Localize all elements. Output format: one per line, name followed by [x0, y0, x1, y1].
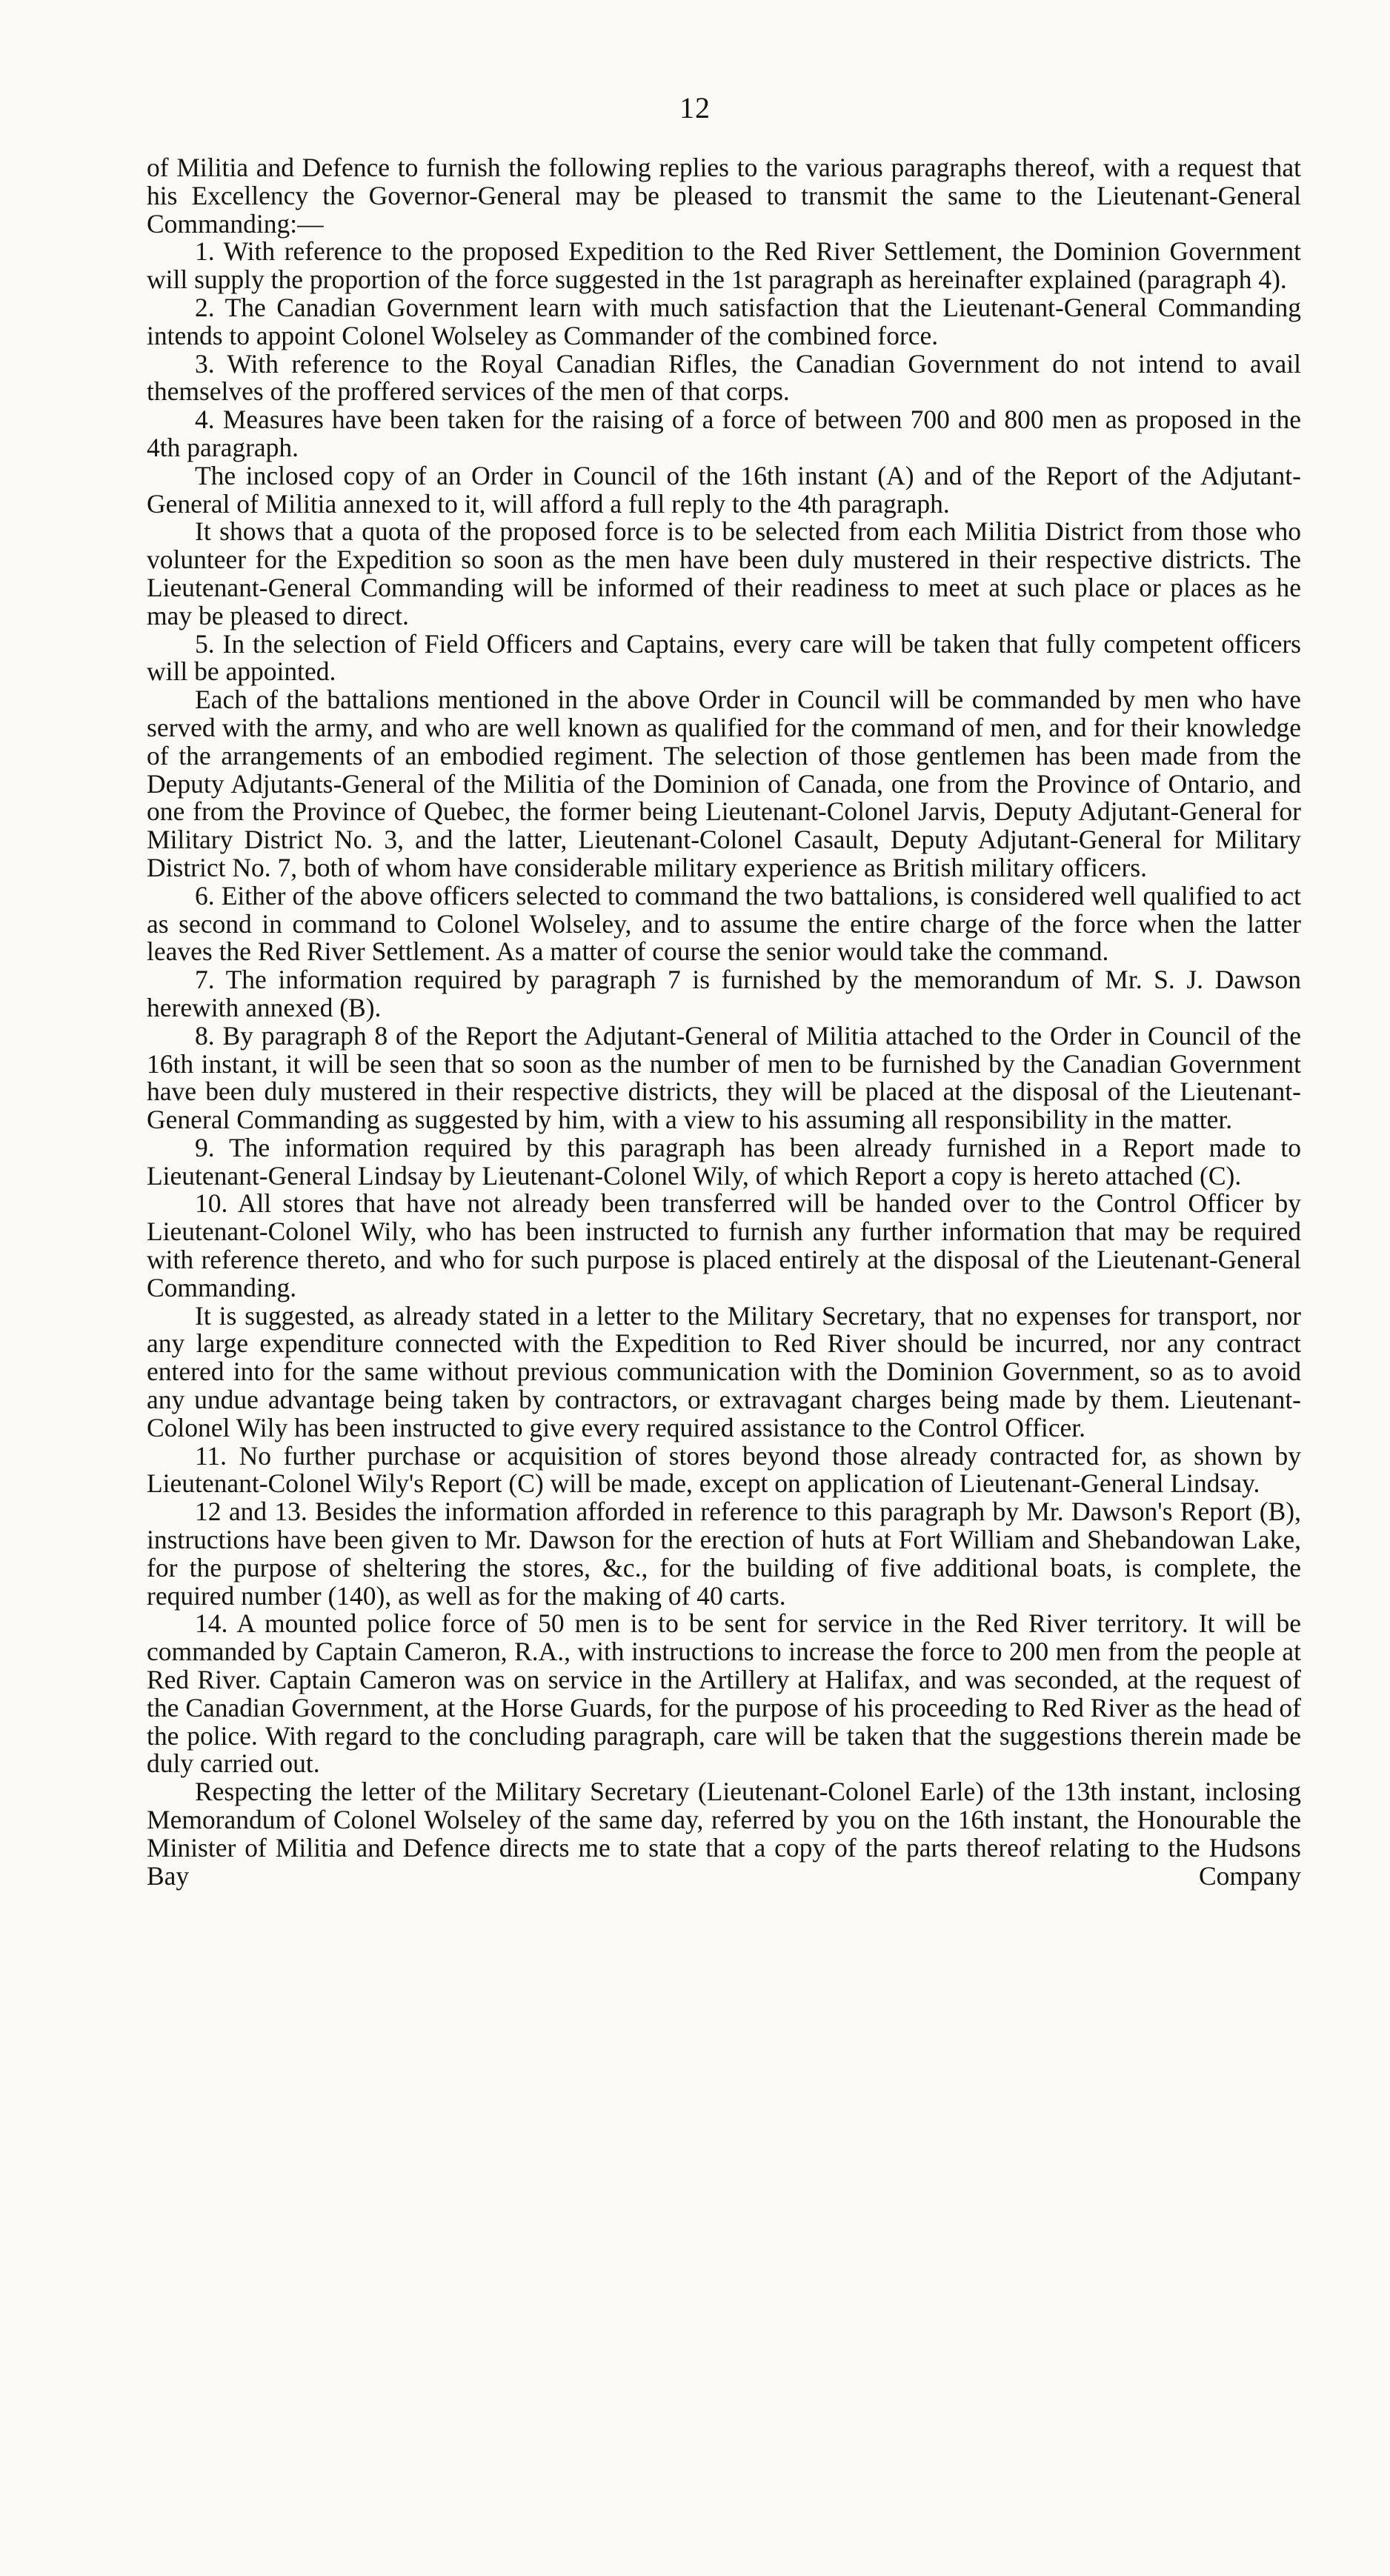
paragraph-continuation: of Militia and Defence to furnish the following replies to the various paragraphs thereof, with a request that his Excellency the Governor-General may be pleased to transmit the same to the Lieutenant-General Commanding:— [147, 153, 1301, 239]
paragraph-5-battalions: Each of the battalions mentioned in the above Order in Council will be commanded by men who have served with the army, and who are well known as qualified for the command of men, and for their knowledge of the arrangements of an embodied regiment. The selection of those gentlemen has been made from the Deputy Adjutants-General of the Militia of the Dominion of Canada, one from the Province of Ontario, and one from the Province of Quebec, the former being Lieutenant-Colonel Jarvis, Deputy Adjutant-General for Military District No. 3, and the latter, Lieutenant-Colonel Casault, Deputy Adjutant-General for Military District No. 7, both of whom have considerable military experience as British military officers. [147, 685, 1301, 882]
paragraph-5: 5. In the selection of Field Officers and Captains, every care will be taken that fully competent officers will be appointed. [147, 628, 1301, 687]
page-number: 12 [679, 91, 711, 124]
paragraph-9: 9. The information required by this paragraph has been already furnished in a Report made to Lieutenant-General Lindsay by Lieutenant-Colonel Wily, of which Report a copy is hereto attached (C). [147, 1132, 1301, 1191]
paragraph-11: 11. No further purchase or acquisition of stores beyond those already contracted for, as shown by Lieutenant-Colonel Wily's Report (C) will be made, except on application of Lieutenant-General Lindsay. [147, 1440, 1301, 1499]
paragraph-4-order-in-council: The inclosed copy of an Order in Council of the 16th instant (A) and of the Report of the Adjutant-General of Militia annexed to it, will afford a full reply to the 4th paragraph. [147, 460, 1301, 519]
paragraph-2: 2. The Canadian Government learn with much satisfaction that the Lieutenant-General Commanding intends to appoint Colonel Wolseley as Commander of the combined force. [147, 292, 1301, 350]
body-text [147, 154, 1301, 1890]
paragraph-4-quota: It shows that a quota of the proposed force is to be selected from each Militia District from those who volunteer for the Expedition so soon as the men have been duly mustered in their respective districts. The Lieutenant-General Commanding will be informed of their readiness to meet at such place or places as he may be pleased to direct. [147, 516, 1301, 630]
paragraph-7: 7. The information required by paragraph 7 is furnished by the memorandum of Mr. S. J. Dawson herewith annexed (B). [147, 965, 1301, 1022]
paragraph-10-transport: It is suggested, as already stated in a letter to the Military Secretary, that no expenses for transport, nor any large expenditure connected with the Expedition to Red River should be incurred, nor any contract entered into for the same without previous communication with the Dominion Government, so as to avoid any undue advantage being taken by contractors, or extravagant charges being made by them. Lieutenant-Colonel Wily has been instructed to give every required assistance to the Control Officer. [147, 1300, 1301, 1442]
paragraph-14: 14. A mounted police force of 50 men is to be sent for service in the Red River territory. It will be commanded by Captain Cameron, R.A., with instructions to increase the force to 200 men from the people at Red River. Captain Cameron was on service in the Artillery at Halifax, and was seconded, at the request of the Canadian Government, at the Horse Guards, for the purpose of his proceeding to Red River as the head of the police. With regard to the concluding paragraph, care will be taken that the suggestions therein made be duly carried out. [147, 1608, 1301, 1779]
paragraph-1: 1. With reference to the proposed Expedition to the Red River Settlement, the Dominion Government will supply the proportion of the force suggested in the 1st paragraph as hereinafter explained (paragraph 4). [147, 236, 1301, 295]
paragraph-8: 8. By paragraph 8 of the Report the Adjutant-General of Militia attached to the Order in Council of the 16th instant, it will be seen that so soon as the number of men to be furnished by the Canadian Government have been duly mustered in their respective districts, they will be placed at the disposal of the Lieutenant-General Commanding as suggested by him, with a view to his assuming all responsibility in the matter. [147, 1020, 1301, 1135]
paragraph-12-13: 12 and 13. Besides the information afforded in reference to this paragraph by Mr. Dawson's Report (B), instructions have been given to Mr. Dawson for the erection of huts at Fort William and Shebandowan Lake, for the purpose of sheltering the stores, &c., for the building of five additional boats, is complete, the required number (140), as well as for the making of 40 carts. [147, 1497, 1301, 1611]
paragraph-military-secretary: Respecting the letter of the Military Secretary (Lieutenant-Colonel Earle) of the 13th instant, inclosing Memorandum of Colonel Wolseley of the same day, referred by you on the 16th instant, the Honourable the Minister of Militia and Defence directs me to state that a copy of the parts thereof relating to the Hudsons Bay Company [147, 1777, 1301, 1891]
paragraph-10: 10. All stores that have not already been transferred will be handed over to the Control Officer by Lieutenant-Colonel Wily, who has been instructed to furnish any further information that may be required with reference thereto, and who for such purpose is placed entirely at the disposal of the Lieutenant-General Commanding. [147, 1188, 1301, 1302]
paragraph-3: 3. With reference to the Royal Canadian Rifles, the Canadian Government do not intend to avail themselves of the proffered services of the men of that corps. [147, 348, 1301, 407]
paragraph-6: 6. Either of the above officers selected to command the two battalions, is considered well qualified to act as second in command to Colonel Wolseley, and to assume the entire charge of the force when the latter leaves the Red River Settlement. As a matter of course the senior would take the command. [147, 880, 1301, 967]
paragraph-4: 4. Measures have been taken for the raising of a force of between 700 and 800 men as proposed in the 4th paragraph. [147, 405, 1301, 462]
